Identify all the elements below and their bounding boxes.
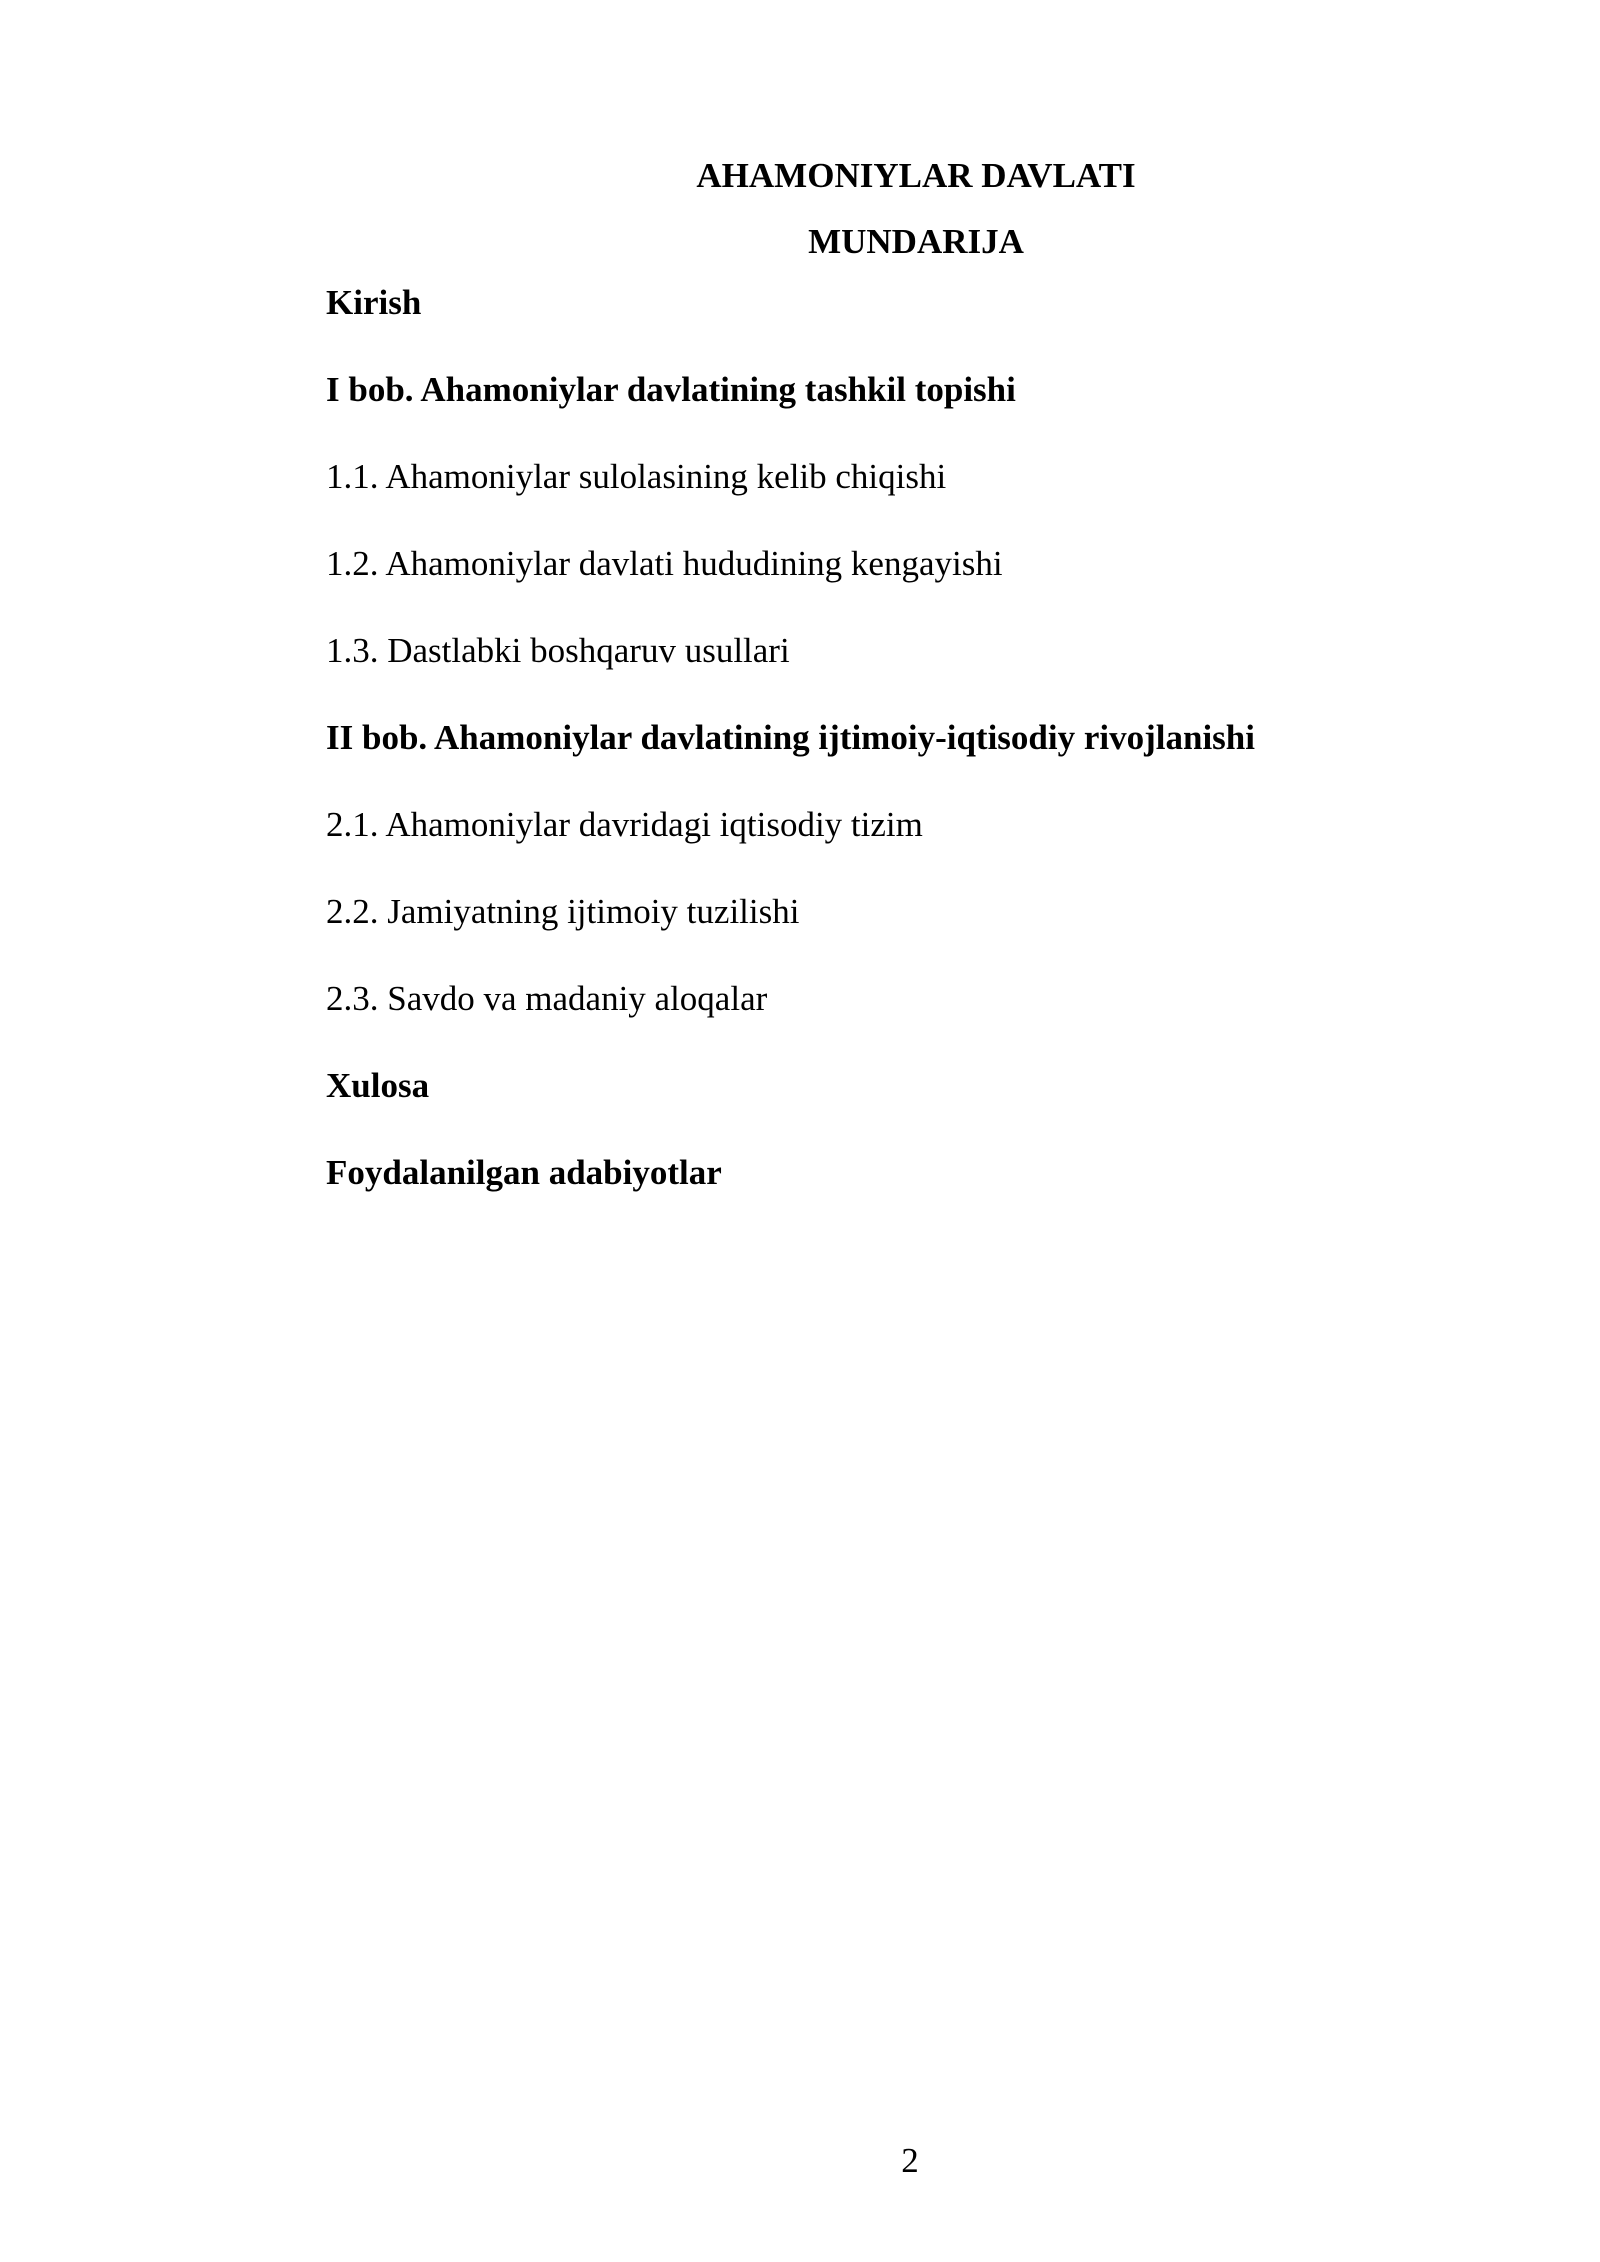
- toc-entry-section-1-1: 1.1. Ahamoniylar sulolasining kelib chiqishi: [326, 457, 947, 496]
- toc-entry-section-1-2: 1.2. Ahamoniylar davlati hududining kengayishi: [326, 544, 1003, 583]
- page-number: 2: [901, 2141, 919, 2180]
- toc-entry-kirish: Kirish: [326, 283, 422, 322]
- toc-entry-bibliography: Foydalanilgan adabiyotlar: [326, 1153, 722, 1192]
- toc-entry-chapter-1: I bob. Ahamoniylar davlatining tashkil topishi: [326, 370, 1016, 409]
- toc-entry-section-2-1: 2.1. Ahamoniylar davridagi iqtisodiy tizim: [326, 805, 923, 844]
- toc-entry-section-2-2: 2.2. Jamiyatning ijtimoiy tuzilishi: [326, 892, 800, 931]
- toc-entry-chapter-2: II bob. Ahamoniylar davlatining ijtimoiy-iqtisodiy rivojlanishi: [326, 718, 1255, 757]
- toc-heading: MUNDARIJA: [808, 222, 1024, 261]
- toc-entry-section-1-3: 1.3. Dastlabki boshqaruv usullari: [326, 631, 790, 670]
- toc-entry-xulosa: Xulosa: [326, 1066, 430, 1105]
- toc-entry-section-2-3: 2.3. Savdo va madaniy aloqalar: [326, 979, 768, 1018]
- table-of-contents: [326, 285, 1506, 1242]
- document-title: AHAMONIYLAR DAVLATI: [696, 156, 1136, 195]
